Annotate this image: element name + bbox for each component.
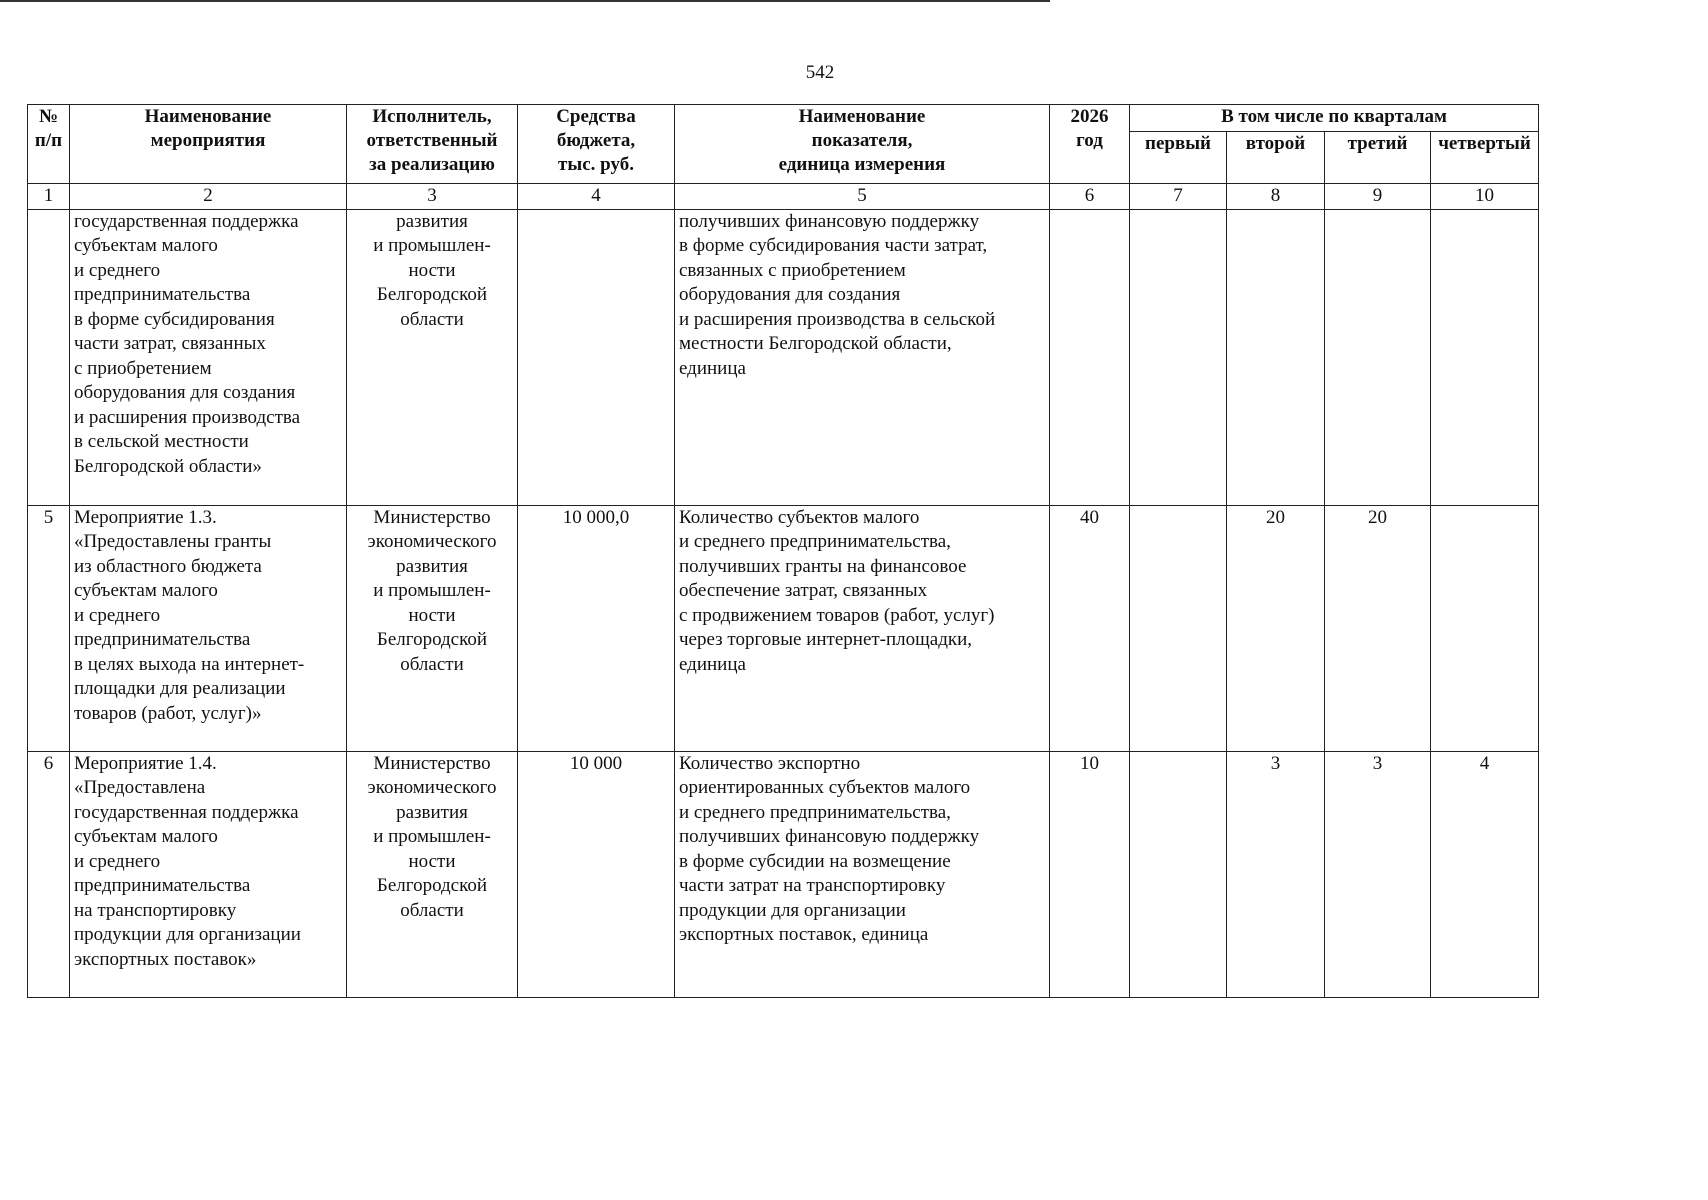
column-numbers-row <box>28 184 1539 210</box>
activity-name: Мероприятие 1.4. «Предоставлена государственная поддержка субъектам малого и среднего предпринимательства на транспортировку продукции для организации экспортных поставок» <box>70 751 347 997</box>
indicator-name: Количество экспортно ориентированных субъектов малого и среднего предпринимательства, получивших финансовую поддержку в форме субсидии на возмещение части затрат на транспортировку продукции для организации экспортных поставок, единица <box>675 751 1050 997</box>
page-number: 542 <box>805 62 835 83</box>
scan-top-border <box>0 0 1050 2</box>
executor: развития и промышлен- ности Белгородской области <box>347 209 518 505</box>
column-number: 1 <box>28 184 70 210</box>
activity-name: Мероприятие 1.3. «Предоставлены гранты из областного бюджета субъектам малого и среднего предпринимательства в целях выхода на интернет- площадки для реализации товаров (работ, услуг)» <box>70 505 347 751</box>
column-number: 3 <box>347 184 518 210</box>
row-num: 5 <box>28 505 70 751</box>
quarter-2-value: 20 <box>1227 505 1325 751</box>
header-quarters-group: В том числе по кварталам <box>1130 105 1539 132</box>
budget-amount <box>518 209 675 505</box>
column-number: 10 <box>1431 184 1539 210</box>
quarter-2-value <box>1227 209 1325 505</box>
activity-name: государственная поддержка субъектам малого и среднего предпринимательства в форме субсидирования части затрат, связанных с приобретением оборудования для создания и расширения производства в сельской местности Белгородской области» <box>70 209 347 505</box>
table-row <box>28 209 1539 505</box>
quarter-3-value: 20 <box>1325 505 1431 751</box>
year-value <box>1050 209 1130 505</box>
quarter-1-value <box>1130 505 1227 751</box>
row-num <box>28 209 70 505</box>
table-row <box>28 751 1539 997</box>
header-year: 2026 год <box>1050 105 1130 184</box>
quarter-1-value <box>1130 209 1227 505</box>
activities-table <box>27 104 1539 998</box>
row-num: 6 <box>28 751 70 997</box>
indicator-name: Количество субъектов малого и среднего предпринимательства, получивших гранты на финансовое обеспечение затрат, связанных с продвижением товаров (работ, услуг) через торговые интернет-площадки, единица <box>675 505 1050 751</box>
header-quarter-1: первый <box>1130 132 1227 184</box>
column-number: 5 <box>675 184 1050 210</box>
executor: Министерство экономического развития и промышлен- ности Белгородской области <box>347 751 518 997</box>
header-num: № п/п <box>28 105 70 184</box>
quarter-4-value <box>1431 505 1539 751</box>
header-budget: Средства бюджета, тыс. руб. <box>518 105 675 184</box>
indicator-name: получивших финансовую поддержку в форме субсидирования части затрат, связанных с приобретением оборудования для создания и расширения производства в сельской местности Белгородской области, единица <box>675 209 1050 505</box>
header-quarter-4: четвертый <box>1431 132 1539 184</box>
column-number: 8 <box>1227 184 1325 210</box>
header-indicator: Наименование показателя, единица измерения <box>675 105 1050 184</box>
quarter-3-value <box>1325 209 1431 505</box>
column-number: 2 <box>70 184 347 210</box>
column-number: 7 <box>1130 184 1227 210</box>
executor: Министерство экономического развития и промышлен- ности Белгородской области <box>347 505 518 751</box>
column-number: 4 <box>518 184 675 210</box>
quarter-2-value: 3 <box>1227 751 1325 997</box>
table-row <box>28 505 1539 751</box>
header-quarter-2: второй <box>1227 132 1325 184</box>
column-number: 9 <box>1325 184 1431 210</box>
header-activity-name: Наименование мероприятия <box>70 105 347 184</box>
quarter-4-value: 4 <box>1431 751 1539 997</box>
quarter-4-value <box>1431 209 1539 505</box>
header-executor: Исполнитель, ответственный за реализацию <box>347 105 518 184</box>
quarter-3-value: 3 <box>1325 751 1431 997</box>
budget-amount: 10 000 <box>518 751 675 997</box>
quarter-1-value <box>1130 751 1227 997</box>
column-number: 6 <box>1050 184 1130 210</box>
header-quarter-3: третий <box>1325 132 1431 184</box>
budget-amount: 10 000,0 <box>518 505 675 751</box>
year-value: 10 <box>1050 751 1130 997</box>
year-value: 40 <box>1050 505 1130 751</box>
